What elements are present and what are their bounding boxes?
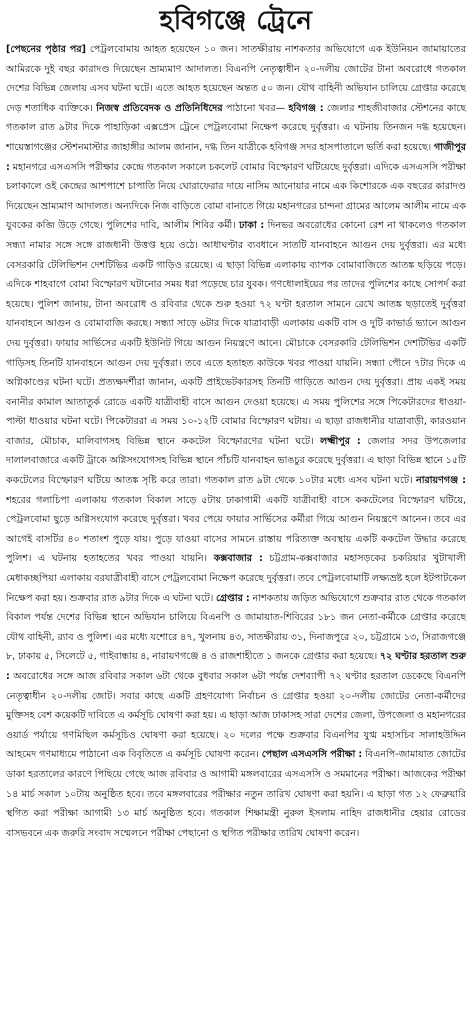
section-lead: হবিগঞ্জ : — [288, 102, 324, 114]
section-lead: ঢাকা : — [239, 220, 265, 232]
article-text: দিনভর অবরোধের কোনো রেশ না থাকলেও গতকাল সন্ধ্যা নামার সঙ্গে সঙ্গে রাজধানী উত্তপ্ত হয়ে ওঠে। আধাঘণ্টার ব্যবধানে সাতটি যানবাহনে আগুন দেয় দুর্বৃত্তরা। এর মধ্যে বেসরকারি টেলিভিশন দেশটিভির একটি গাড়িও রয়েছে। এ ছাড়া বিভিন্ন এলাকায় ব্যাপক বোমাবাজিতে আতঙ্ক ছড়িয়ে পড়ে। এদিকে শাহবাগে বোমা বিস্ফোরণ ঘটানোর সময় ধরা পড়েছে চার যুবক। গণধোলাইয়ের পর তাদের পুলিশের কাছে সোপর্দ করা হয়েছে। পুলিশ জানায়, টানা অবরোধ ও রবিবার থেকে শুরু হওয়া ৭২ ঘণ্টা হরতাল সামনে রেখে আতঙ্ক ছড়াতেই দুর্বৃত্তরা যানবাহনে আগুন ও বোমাবাজি করছে। সন্ধ্যা সাড়ে ৬টার দিকে যাত্রাবাড়ী এলাকায় একটি বাস ও দুটি কাভার্ড ভ্যানে আগুন দেয় দুর্বৃত্তরা। ফায়ার সার্ভিসের একটি ইউনিট গিয়ে আগুন নিয়ন্ত্রণে আনে। মৌচাকে বেসরকারি টেলিভিশন দেশটিভির একটি গাড়িসহ তিনটি যানবাহনে আগুন দেয় দুর্বৃত্তরা। তবে এতে হতাহত কাউকে খবর পাওয়া যায়নি। সন্ধ্যা পৌনে ৭টার দিকে এ অগ্নিকাণ্ডের ঘটনা ঘটে। প্রত্যক্ষদর্শীরা জানান, একটি প্রাইভেটকারসহ তিনটি গাড়িতে আগুন দেয় দুর্বৃত্তরা। প্রায় একই সময় বনানীর কামাল আতাতুর্ক রোডে একটি যাত্রীবাহী বাসে আগুন দেওয়া হয়েছে। এ সময় পুলিশের সঙ্গে পিকেটারদের ধাওয়া-পাল্টা ধাওয়ার ঘটনা ঘটে। পিকেটাররা এ সময় ১০-১২টি বোমার বিস্ফোরণ ঘটায়। এ ছাড়া রাজধানীর যাত্রাবাড়ী, কারওয়ান বাজার, মৌচাক, মালিবাগসহ বিভিন্ন স্থানে ককটেল বিস্ফোরণের ঘটনা ঘটে। — [6, 220, 466, 447]
article-text: অবরোধের সঙ্গে আজ রবিবার সকাল ৬টা থেকে বুধবার সকাল ৬টা পর্যন্ত দেশব্যাপী ৭২ ঘণ্টার হরতাল ডেকেছে বিএনপি নেতৃত্বাধীন ২০-দলীয় জোট। সবার কাছে একটি গ্রহণযোগ্য নির্বাচন ও গ্রেপ্তার হওয়া ২০-দলীয় জোটের নেতা-কর্মীদের মুক্তিসহ বেশ কয়েকটি দাবিতে এ কর্মসূচি ঘোষণা করা হয়। এ ছাড়া আজ ঢাকাসহ সারা দেশের জেলা, উপজেলা ও মহানগরের ওয়ার্ড পর্যায়ে গণমিছিল কর্মসূচিও ঘোষণা করা হয়েছে। ২০ দলের পক্ষে শুক্রবার বিএনপির যুগ্ম মহাসচিব সালাহউদ্দিন আহমেদ গণমাধ্যমে পাঠানো এক বিবৃতিতে এ কর্মসূচি ঘোষণা করেন। — [6, 671, 466, 761]
article-text: পেট্রলবোমায় আহত হয়েছেন ১০ জন। সাতক্ষীরায় নাশকতার অভিযোগে এক ইউনিয়ন জামায়াতের আমিরকে দুই বছর কারাদণ্ড দিয়েছেন ভ্রাম্যমাণ আদালত। বিএনপি নেতৃত্বাধীন ২০-দলীয় জোটের টানা অবরোধে গতকাল দেশের বিভিন্ন জেলায় এসব ঘটনা ঘটে। এতে আহত হয়েছেন অন্তত ৫০ জন। যৌথ বাহিনী অভিযান চালিয়ে গ্রেপ্তার করেছে দেড় শতাধিক ব্যক্তিকে। — [6, 44, 466, 114]
article-text: মহানগরে এসএসসি পরীক্ষার কেন্দ্রে গতকাল সকালে চকলেট বোমার বিস্ফোরণ ঘটিয়েছে দুর্বৃত্তরা। এদিকে এসএসসি পরীক্ষা চলাকালে ওই কেন্দ্রের আশপাশে চাপাতি নিয়ে ঘোরাফেরার দায়ে নাসিম আনোয়ার নামে এক কিশোরকে এক বছরের কারাদণ্ড দিয়েছেন ভ্রাম্যমাণ আদালত। অন্যদিকে নিজ বাড়িতে বোমা বানাতে গিয়ে মহানগরের চান্দনা গ্রামের আলেম আলীম নামে এক যুবকের কব্জি উড়ে গেছে। পুলিশের দাবি, আলীম শিবির কর্মী। — [6, 161, 466, 232]
article-text: পাঠানো খবর— — [222, 102, 289, 114]
section-lead: লক্ষ্মীপুর : — [320, 435, 361, 447]
article-text: চট্টগ্রাম-কক্সবাজার মহাসড়কের চকরিয়ার খুটাখালী মেধাকচ্ছপিয়া এলাকায় বরযাত্রীবাহী বাসে পেট্রলবোমা নিক্ষেপ করেছে দুর্বৃত্তরা। তবে পেট্রলবোমাটি লক্ষ্যভ্রষ্ট হলে ইটপাটকেল নিক্ষেপ করা হয়। শুক্রবার রাত ৯টার দিকে এ ঘটনা ঘটে। — [6, 553, 466, 604]
article-body — [6, 40, 466, 843]
section-lead: ৭২ ঘণ্টার হরতাল শুরু : — [6, 651, 466, 682]
section-lead: গাজীপুর : — [6, 141, 466, 173]
continued-marker: [পেছনের পৃষ্ঠার পর] — [6, 44, 90, 55]
article-text: নাশকতায় জড়িত অভিযোগে শুক্রবার রাত থেকে গতকাল বিকাল পর্যন্ত দেশের বিভিন্ন স্থানে অভিযান চালিয়ে বিএনপি ও জামায়াত-শিবিরের ১৮১ জন নেতা-কর্মীকে গ্রেপ্তার করেছে যৌথ বাহিনী, র‍্যাব ও পুলিশ। এর মধ্যে যশোরে ৪৭, খুলনায় ৪৩, সাতক্ষীরায় ৩১, দিনাজপুরে ২০, চট্টগ্রামে ১৩, সিরাজগঞ্জে ৮, ঢাকায় ৫, সিলেটে ৫, গাইবান্ধায় ৪, নারায়ণগঞ্জে ৪ ও রাজশাহীতে ১ জনকে গ্রেপ্তার করা হয়েছে। — [6, 592, 466, 663]
section-lead: গ্রেপ্তার : — [216, 592, 250, 604]
section-lead: নিজস্ব প্রতিবেদক ও প্রতিনিধিদের — [96, 102, 223, 114]
article-text: শহরের গলাচিপা এলাকায় গতকাল বিকাল সাড়ে ৫টায় ঢাকাগামী একটি যাত্রীবাহী বাসে ককটেলের বিস্ফোরণ ঘটিয়ে, পেট্রলবোমা ছুড়ে অগ্নিসংযোগ করেছে দুর্বৃত্তরা। খবর পেয়ে ফায়ার সার্ভিসের কর্মীরা গিয়ে আগুন নিয়ন্ত্রণে আনেন। তবে এর আগেই বাসটির ৪০ শতাংশ পুড়ে যায়। পুড়ে যাওয়া বাসের সামনে রাস্তায় পরিত্যক্ত অবস্থায় একটি ককটেল উদ্ধার করেছে পুলিশ। এ ঘটনায় হতাহতের খবর পাওয়া যায়নি। — [6, 494, 466, 565]
article-text: জেলার সদর উপজেলার দালালবাজারে একটি ট্রাকে অগ্নিসংযোগসহ বিভিন্ন স্থানে পাঁচটি যানবাহন ভাঙচুর করেছে দুর্বৃত্তরা। এ ছাড়া বিভিন্ন স্থানে ১৫টি ককটেলের বিস্ফোরণ ঘটিয়ে আতঙ্ক সৃষ্টি করে তারা। গতকাল রাত ৯টা থেকে ১০টার মধ্যে এসব ঘটনা ঘটে। — [6, 435, 466, 487]
section-lead: পেছাল এসএসসি পরীক্ষা : — [261, 749, 363, 761]
article-text: বিএনপি-জামায়াত জোটের ডাকা হরতালের কারণে পিছিয়ে গেছে আজ রবিবার ও আগামী মঙ্গলবারের এসএসসি ও সমমানের পরীক্ষা। আজকের পরীক্ষা ১৪ মার্চ সকাল ১০টায় অনুষ্ঠিত হবে। তবে মঙ্গলবারের পরীক্ষার নতুন তারিখ ঘোষণা করা হয়নি। এ ছাড়া গত ১২ ফেব্রুয়ারি স্থগিত করা পরীক্ষা আগামী ১৩ মার্চ অনুষ্ঠিত হবে। গতকাল শিক্ষামন্ত্রী নুরুল ইসলাম নাহিদ রাজধানীর হেয়ার রোডের বাসভবনে এক জরুরি সংবাদ সম্মেলনে পরীক্ষা পেছানো ও স্থগিত পরীক্ষার তারিখ ঘোষণা করেন। — [6, 749, 467, 839]
article-headline: হবিগঞ্জে ট্রেনে — [159, 6, 313, 36]
article-text: জেলার শাহজীবাজার স্টেশনের কাছে গতকাল রাত ৯টার দিকে পাহাড়িকা এক্সপ্রেস ট্রেনে পেট্রলবোমা নিক্ষেপ করেছে দুর্বৃত্তরা। এ ঘটনায় তিনজন দগ্ধ হয়েছেন। শায়েস্তাগঞ্জের স্টেশনমাস্টার জাহাঙ্গীর আলম জানান, দগ্ধ তিন যাত্রীকে হবিগঞ্জ সদর হাসপাতালে ভর্তি করা হয়েছে। — [6, 102, 466, 153]
section-lead: নারায়ণগঞ্জ : — [416, 475, 466, 487]
section-lead: কক্সবাজার : — [213, 553, 263, 565]
